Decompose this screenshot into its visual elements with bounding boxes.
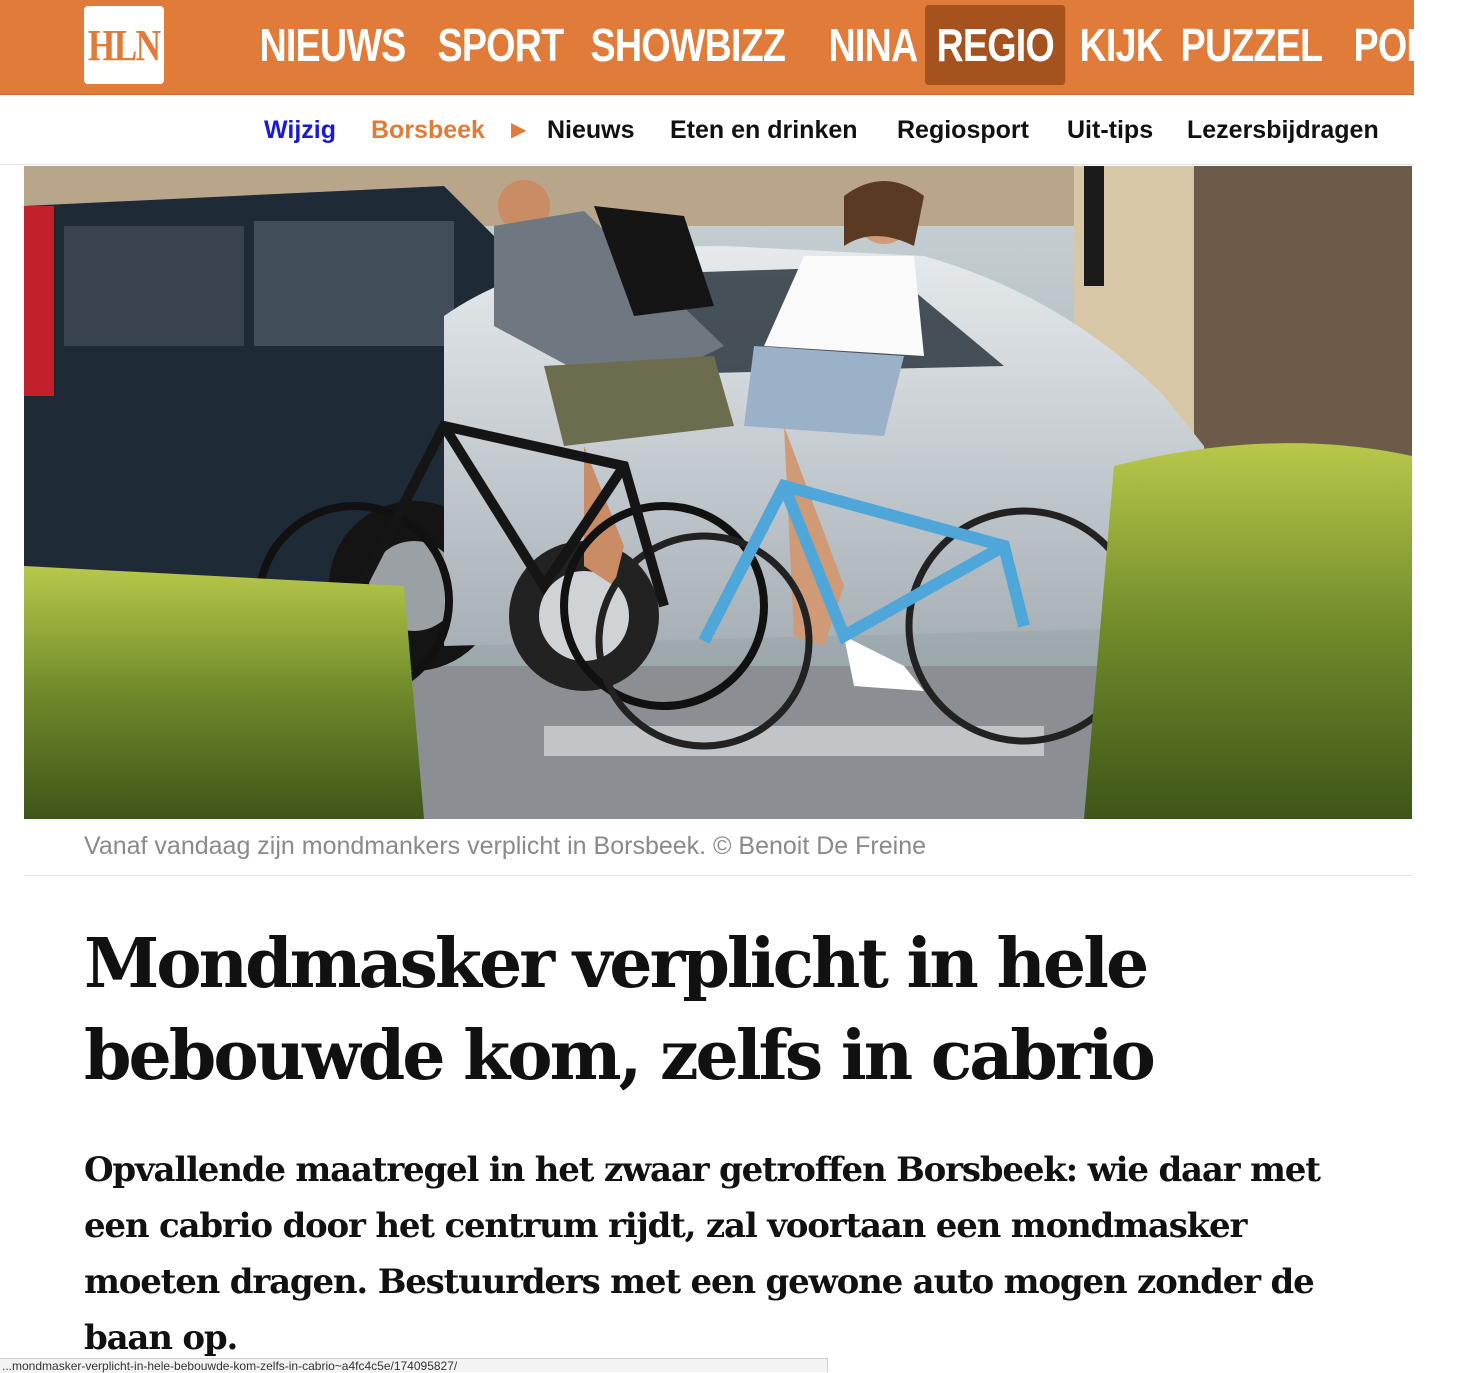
subnav-item-nieuws[interactable]: Nieuws xyxy=(547,116,635,144)
main-nav xyxy=(248,5,1471,85)
photo-illustration xyxy=(24,166,1412,819)
nav-item-nina[interactable]: NINA xyxy=(828,19,918,71)
region-label[interactable]: Borsbeek xyxy=(371,116,485,144)
browser-status-bar: ...mondmasker-verplicht-in-hele-bebouwde-kom-zelfs-in-cabrio~a4fc4c5e/174095827/ xyxy=(0,1358,828,1372)
subnav-item-uit-tips[interactable]: Uit-tips xyxy=(1067,116,1154,144)
article-headline: Mondmasker verplicht in hele bebouwde kom, zelfs in cabrio xyxy=(84,924,1153,1096)
nav-item-podcast[interactable]: PODC xyxy=(1353,19,1460,71)
hln-logo[interactable] xyxy=(84,6,164,84)
caption-divider xyxy=(24,875,1412,876)
nav-item-nieuws[interactable]: NIEUWS xyxy=(259,19,406,71)
nav-item-regio[interactable]: REGIO xyxy=(925,5,1065,85)
nav-item-showbizz[interactable]: SHOWBIZZ xyxy=(590,19,786,71)
subnav-item-eten-en-drinken[interactable]: Eten en drinken xyxy=(670,116,858,144)
edit-region-link[interactable]: Wijzig xyxy=(264,116,336,144)
region-subnav xyxy=(0,96,1414,165)
subnav-item-lezersbijdragen[interactable]: Lezersbijdragen xyxy=(1187,116,1379,144)
top-navigation-bar xyxy=(0,0,1460,95)
nav-item-puzzel[interactable]: PUZZEL xyxy=(1180,19,1323,71)
nav-item-sport[interactable]: SPORT xyxy=(437,19,564,71)
image-caption: Vanaf vandaag zijn mondmankers verplicht in Borsbeek. © Benoit De Freine xyxy=(84,832,927,860)
triangle-right-icon: ▶ xyxy=(511,119,527,141)
nav-item-kijk[interactable]: KIJK xyxy=(1079,19,1163,71)
article-photo[interactable] xyxy=(24,166,1412,819)
logo-text: HLN xyxy=(88,20,160,70)
subnav-item-regiosport[interactable]: Regiosport xyxy=(897,116,1029,144)
article-lead: Opvallende maatregel in het zwaar getroffen Borsbeek: wie daar met een cabrio door het centrum rijdt, zal voortaan een mondmasker moeten dragen. Bestuurders met een gewone auto mogen zonder de baan op. xyxy=(84,1150,1320,1358)
